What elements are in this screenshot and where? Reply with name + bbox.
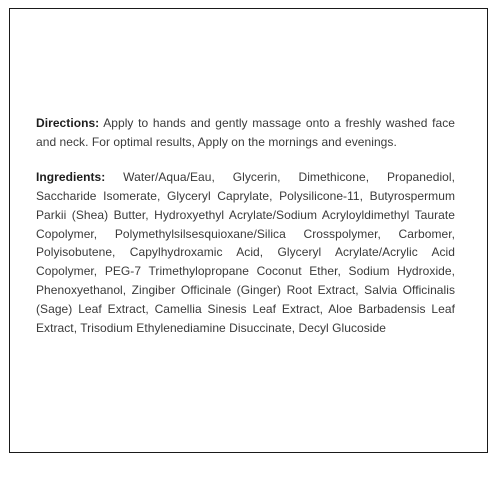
product-info [36, 114, 455, 338]
ingredients-heading: Ingredients: [36, 169, 106, 184]
directions-text: Apply to hands and gently massage onto a freshly washed face and neck. For optimal results, Apply on the mornings and evenings. [36, 116, 455, 149]
ingredients-paragraph [36, 168, 455, 338]
directions-heading: Directions: [36, 116, 100, 130]
directions-paragraph [36, 114, 455, 152]
ingredients-text: Water/Aqua/Eau, Glycerin, Dimethicone, Propanediol, Saccharide Isomerate, Glyceryl Caprylate, Polysilicone-11, Butyrospermum Parkii (Shea) Butter, Hydroxyethyl Acrylate/Sodium Acryloyldimethyl Taurate Copolymer, Polymethylsilsesquioxane/Silica Crosspolymer, Carbomer, Polyisobutene, Capylhydroxamic Acid, Glyceryl Acrylate/Acrylic Acid Copolymer, PEG-7 Trimethylopropane Coconut Ether, Sodium Hydroxide, Phenoxyethanol, Zingiber Officinale (Ginger) Root Extract, Salvia Officinalis (Sage) Leaf Extract, Camellia Sinesis Leaf Extract, Aloe Barbadensis Leaf Extract, Trisodium Ethylenediamine Disuccinate, Decyl Glucoside [36, 169, 455, 336]
